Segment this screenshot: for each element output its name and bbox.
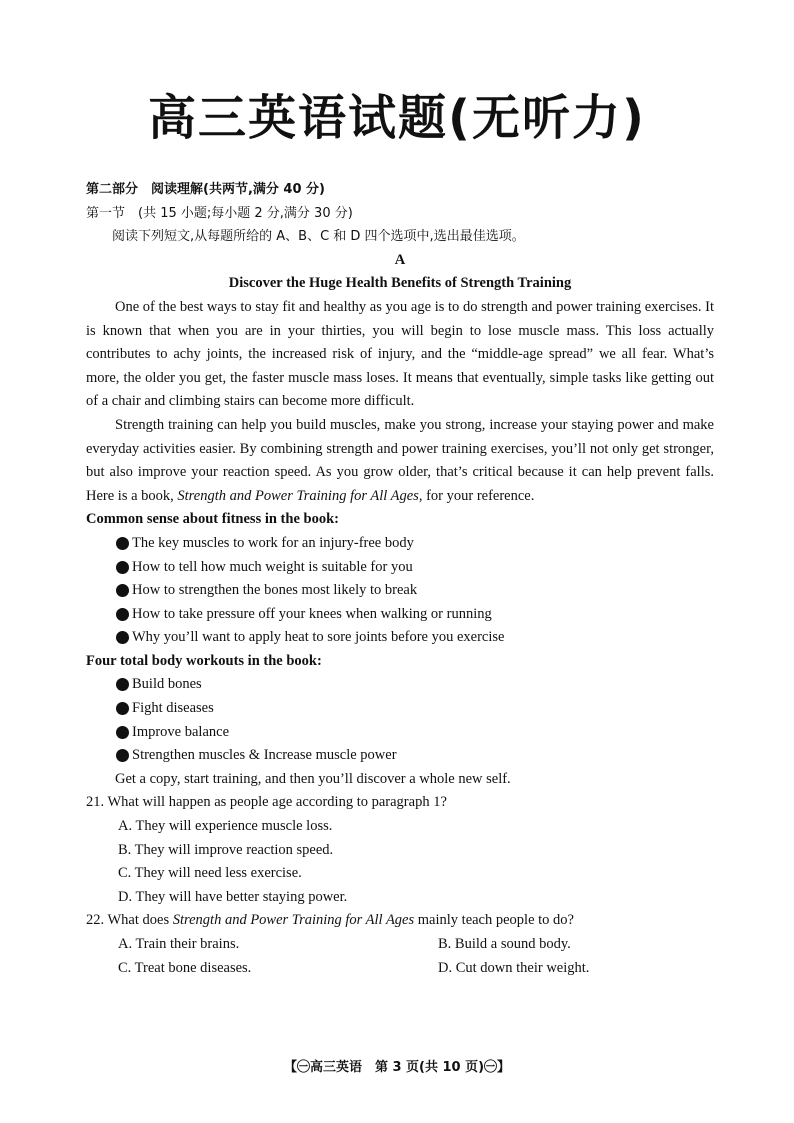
page-footer: 【㊀高三英语 第 3 页(共 10 页)㊀】 (283, 1060, 511, 1075)
workouts-list (86, 673, 714, 767)
list-item: Improve balance (86, 721, 714, 745)
page-title: 高三英语试题(无听力) (148, 90, 646, 146)
option-c: C. They will need less exercise. (118, 865, 302, 882)
section-header: 第二部分 阅读理解(共两节,满分 40 分) (86, 182, 325, 197)
passage-label: A (394, 251, 406, 268)
list-item: Strengthen muscles & Increase muscle power (86, 744, 714, 768)
option-b: B. Build a sound body. (438, 936, 571, 952)
list-item: Why you’ll want to apply heat to sore joints before you exercise (86, 626, 714, 650)
question-stem: 21. What will happen as people age according to paragraph 1? (86, 794, 447, 811)
fitness-list (86, 532, 714, 650)
list-2-heading: Four total body workouts in the book: (86, 652, 322, 669)
question-21 (86, 791, 714, 909)
paragraph-2-end: , for your reference. (418, 487, 535, 504)
list-item: The key muscles to work for an injury-free body (86, 532, 714, 556)
question-22 (86, 909, 714, 980)
book-title: Strength and Power Training for All Ages (177, 487, 419, 504)
question-stem: 22. What does Strength and Power Training for All Ages mainly teach people to do? (86, 912, 574, 929)
option-a: A. They will experience muscle loss. (118, 818, 333, 835)
bullet-icon (116, 608, 129, 621)
list-1-heading: Common sense about fitness in the book: (86, 511, 339, 528)
bullet-icon (116, 702, 129, 715)
list-item: Fight diseases (86, 697, 714, 721)
passage-closing: Get a copy, start training, and then you’ll discover a whole new self. (115, 770, 511, 787)
option-d: D. They will have better staying power. (118, 888, 348, 905)
bullet-icon (116, 584, 129, 597)
page-content (86, 178, 714, 980)
list-item: How to strengthen the bones most likely to break (86, 579, 714, 603)
option-b: B. They will improve reaction speed. (118, 841, 334, 858)
list-item: Build bones (86, 673, 714, 697)
bullet-icon (116, 561, 129, 574)
subsection-header: 第一节 (共 15 小题;每小题 2 分,满分 30 分) (86, 205, 353, 221)
passage-heading: Discover the Huge Health Benefits of Strength Training (228, 275, 572, 292)
bullet-icon (116, 537, 129, 550)
paragraph-2-text: Strength training can help you build muscles, make you strong, increase your staying power and make everyday activities easier. By combining strength and power training exercises, you’ll not only get stronger, but also improve your reaction speed. As you grow older, that’s critical because it can help prevent falls. Here is a book, (86, 416, 714, 504)
option-c: C. Treat bone diseases. (118, 959, 252, 976)
bullet-icon (116, 726, 129, 739)
book-title: Strength and Power Training for All Ages (172, 912, 415, 929)
passage-paragraph-1: One of the best ways to stay fit and healthy as you age is to do strength and power training exercises. It is known that when you are in your thirties, you will begin to lose muscle mass. This loss actually contributes to achy joints, the increased risk of injury, and the “middle-age spread” we all fear. What’s more, the older you get, the faster muscle mass loses. It means that eventually, simple tasks like getting out of a chair and climbing stairs can become more difficult. (86, 298, 714, 410)
option-d: D. Cut down their weight. (438, 959, 590, 976)
passage-paragraph-2 (86, 414, 714, 508)
list-item: How to take pressure off your knees when walking or running (86, 603, 714, 627)
instructions: 阅读下列短文,从每题所给的 A、B、C 和 D 四个选项中,选出最佳选项。 (112, 229, 525, 245)
options-grid (86, 933, 714, 980)
option-a: A. Train their brains. (118, 936, 240, 952)
list-item: How to tell how much weight is suitable for you (86, 556, 714, 580)
